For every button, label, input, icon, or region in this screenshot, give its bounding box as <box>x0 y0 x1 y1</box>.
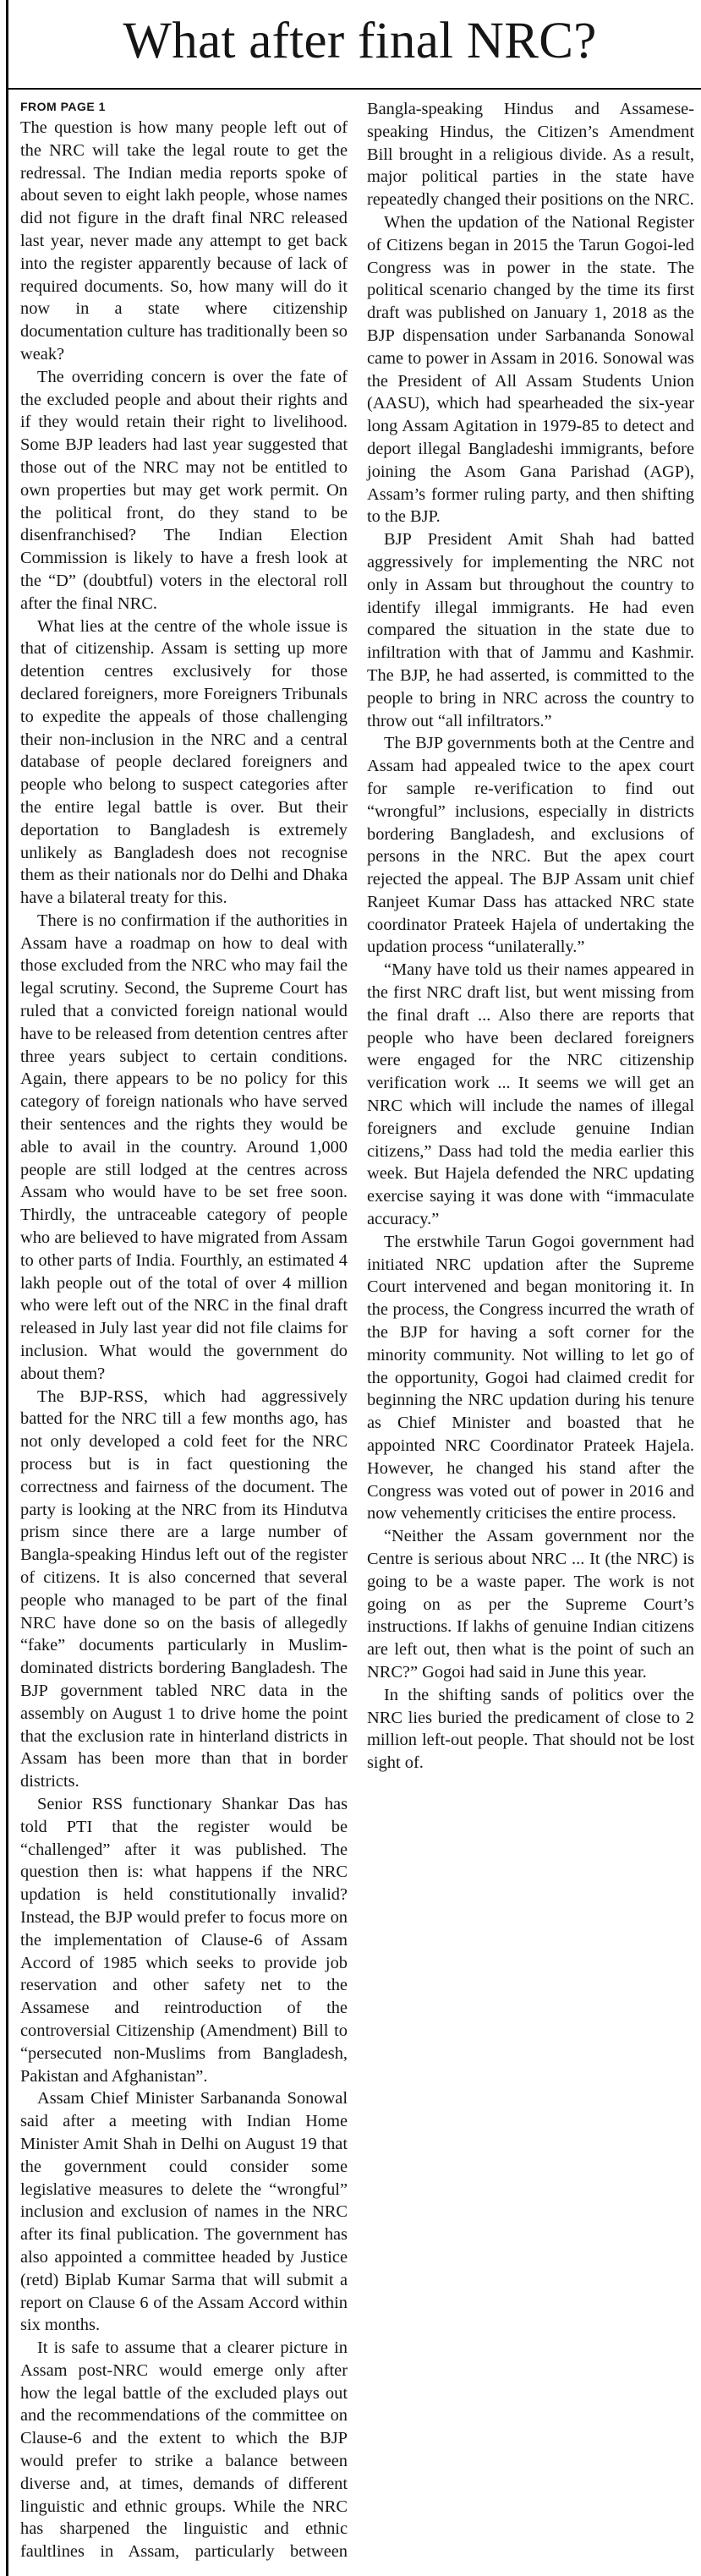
paragraph-text: The question is how many people left out of the NRC will take the legal route to get the redressal. The Indian media reports spoke of about seven to eight lakh people, whose names did not figure in the draft final NRC released last year, never made any attempt to get back into the register apparently because of lack of required documents. So, how many will do it now in a state where citizenship documentation culture has traditionally been so weak? <box>20 118 348 364</box>
article-paragraph: “Neither the Assam government nor the Centre is serious about NRC ... It (the NRC) is going to be a waste paper. The work is not going on as per the Supreme Court’s instructions. If lakhs of genuine Indian citizens are left out, then what is the point of such an NRC?” Gogoi had said in June this year. <box>367 1527 694 1682</box>
headline: What after final NRC? <box>123 13 597 69</box>
article-paragraph: The overriding concern is over the fate of the excluded people and about their rights and if they would retain their right to livelihood. Some BJP leaders had last year suggested that those out of the NRC may not be entitled to own properties but may get work permit. On the political front, do they stand to be disenfranchised? The Indian Election Commission is likely to have a fresh look at the “D” (doubtful) voters in the electoral roll after the final NRC. <box>20 367 348 613</box>
article-body <box>20 98 694 2567</box>
article-paragraph: When the updation of the National Register of Citizens began in 2015 the Tarun Gogoi-led Congress was in power in the state. The political scenario changed by the time its first draft was published on January 1, 2018 as the BJP dispensation under Sarbananda Sonowal came to power in Assam in 2016. Sonowal was the President of All Assam Students Union (AASU), which had spearheaded the six-year long Assam Agitation in 1979-85 to detect and deport illegal Bangladeshi immigrants, before joining the Asom Gana Parishad (AGP), Assam’s former ruling party, and then shifting to the BJP. <box>367 212 694 527</box>
article-paragraph: The BJP governments both at the Centre and Assam had appealed twice to the apex court for sample re-verification to find out “wrongful” inclusions, especially in districts bordering Bangladesh, and exclusions of persons in the NRC. But the apex court rejected the appeal. The BJP Assam unit chief Ranjeet Kumar Dass has attacked NRC state coordinator Prateek Hajela of undertaking the updation process “unilaterally.” <box>367 734 694 957</box>
article-paragraph: There is no confirmation if the authorities in Assam have a roadmap on how to deal with those excluded from the NRC who may fail the legal scrutiny. Second, the Supreme Court has ruled that a convicted foreign national would have to be released from detention centres after three years subject to certain conditions. Again, there appears to be no policy for this category of foreign nationals who have served their sentences and the rights they would be able to avail in the country. Around 1,000 people are still lodged at the centres across Assam who would have to be set free soon. Thirdly, the untraceable category of people who are believed to have migrated from Assam to other parts of India. Fourthly, an estimated 4 lakh people out of the total of over 4 million who were left out of the NRC in the final draft released in July last year did not file claims for inclusion. What would the government do about them? <box>20 911 348 1383</box>
article-paragraph <box>20 98 348 366</box>
article-paragraph: Assam Chief Minister Sarbananda Sonowal said after a meeting with Indian Home Minister Amit Shah in Delhi on August 19 that the government could consider some legislative measures to delete the “wrongful” inclusion and exclusion of names in the NRC after its final publication. The government has also appointed a committee headed by Justice (retd) Biplab Kumar Sarma that will submit a report on Clause 6 of the Assam Accord within six months. <box>20 2089 348 2335</box>
article-paragraph: BJP President Amit Shah had batted aggressively for implementing the NRC not only in Assam but throughout the country to identify illegal immigrants. He had even compared the situation in the state due to infiltration with that of Jammu and Kashmir. The BJP, he had asserted, is committed to the people to bring in NRC across the country to throw out “all infiltrators.” <box>367 530 694 730</box>
article-paragraph: The BJP-RSS, which had aggressively batted for the NRC till a few months ago, has not only developed a cold feet for the NRC process but is in fact questioning the correctness and fairness of the document. The party is looking at the NRC from its Hindutva prism since there are a large number of Bangla-speaking Hindus left out of the register of citizens. It is also concerned that several people who managed to be part of the final NRC have done so on the basis of allegedly “fake” documents particularly in Muslim-dominated districts bordering Bangladesh. The BJP government tabled NRC data in the assembly on August 1 to drive home the point that the exclusion rate in hinterland districts in Assam has been more than that in border districts. <box>20 1386 348 1791</box>
article-paragraph: Senior RSS functionary Shankar Das has told PTI that the register would be “challenged” after it was published. The question then is: what happens if the NRC updation is held constitutionally invalid? Instead, the BJP would prefer to focus more on the implementation of Clause-6 of Assam Accord of 1985 which seeks to provide job reservation and other safety net to the Assamese and reintroduction of the controversial Citizenship (Amendment) Bill to “persecuted non-Muslims from Bangladesh, Pakistan and Afghanistan”. <box>20 1794 348 2086</box>
article-paragraph: “Many have told us their names appeared in the first NRC draft list, but went missing from the final draft ... Also there are reports that people who have been declared foreigners were engaged for the NRC citizenship verification work ... It seems we will get an NRC which will include the names of illegal foreigners and exclude genuine Indian citizens,” Dass had told the media earlier this week. But Hajela defended the NRC updating exercise saying it was done with “immaculate accuracy.” <box>367 960 694 1229</box>
headline-divider <box>6 88 701 90</box>
article-paragraph: The erstwhile Tarun Gogoi government had initiated NRC updation after the Supreme Court intervened and began monitoring it. In the process, the Congress incurred the wrath of the BJP for having a soft corner for the minority community. Not willing to let go of the opportunity, Gogoi had claimed credit for beginning the NRC updation during his tenure as Chief Minister and boasted that he appointed NRC Coordinator Prateek Hajela. However, he changed his stand after the Congress was voted out of power in 2016 and now vehemently criticises the entire process. <box>367 1232 694 1523</box>
article-paragraph: What lies at the centre of the whole issue is that of citizenship. Assam is setting up more detention centres exclusively for those declared foreigners, more Foreigners Tribunals to expedite the appeals of those challenging their non-inclusion in the NRC and a central database of people declared foreigners and people who belong to suspect categories after the entire legal battle is over. But their deportation to Bangladesh is extremely unlikely as Bangladesh does not recognise them as their nationals nor do Delhi and Dhaka have a bilateral treaty for this. <box>20 616 348 908</box>
article-paragraph: It is safe to assume that a clearer picture in Assam post-NRC would emerge only after how the legal battle of the excluded plays out and the recommendations of the committee on Clause-6 and the extent to which the BJP would prefer to strike a balance between diverse and, at times, demands of different linguistic and ethnic groups. While the NRC has sharpened the linguistic and ethnic faultlines in Assam, particularly between Bangla-speaking Hindus and Assamese-speaking Hindus, the Citizen’s Amendment Bill brought in a religious divide. As a result, major political parties in the state have repeatedly changed their positions on the NRC. <box>20 100 694 2562</box>
left-column-rule <box>6 0 8 2576</box>
article-paragraph: In the shifting sands of politics over the NRC lies buried the predicament of close to 2 million left-out people. That should not be lost sight of. <box>367 1685 694 1773</box>
kicker: FROM PAGE 1 <box>20 100 106 113</box>
